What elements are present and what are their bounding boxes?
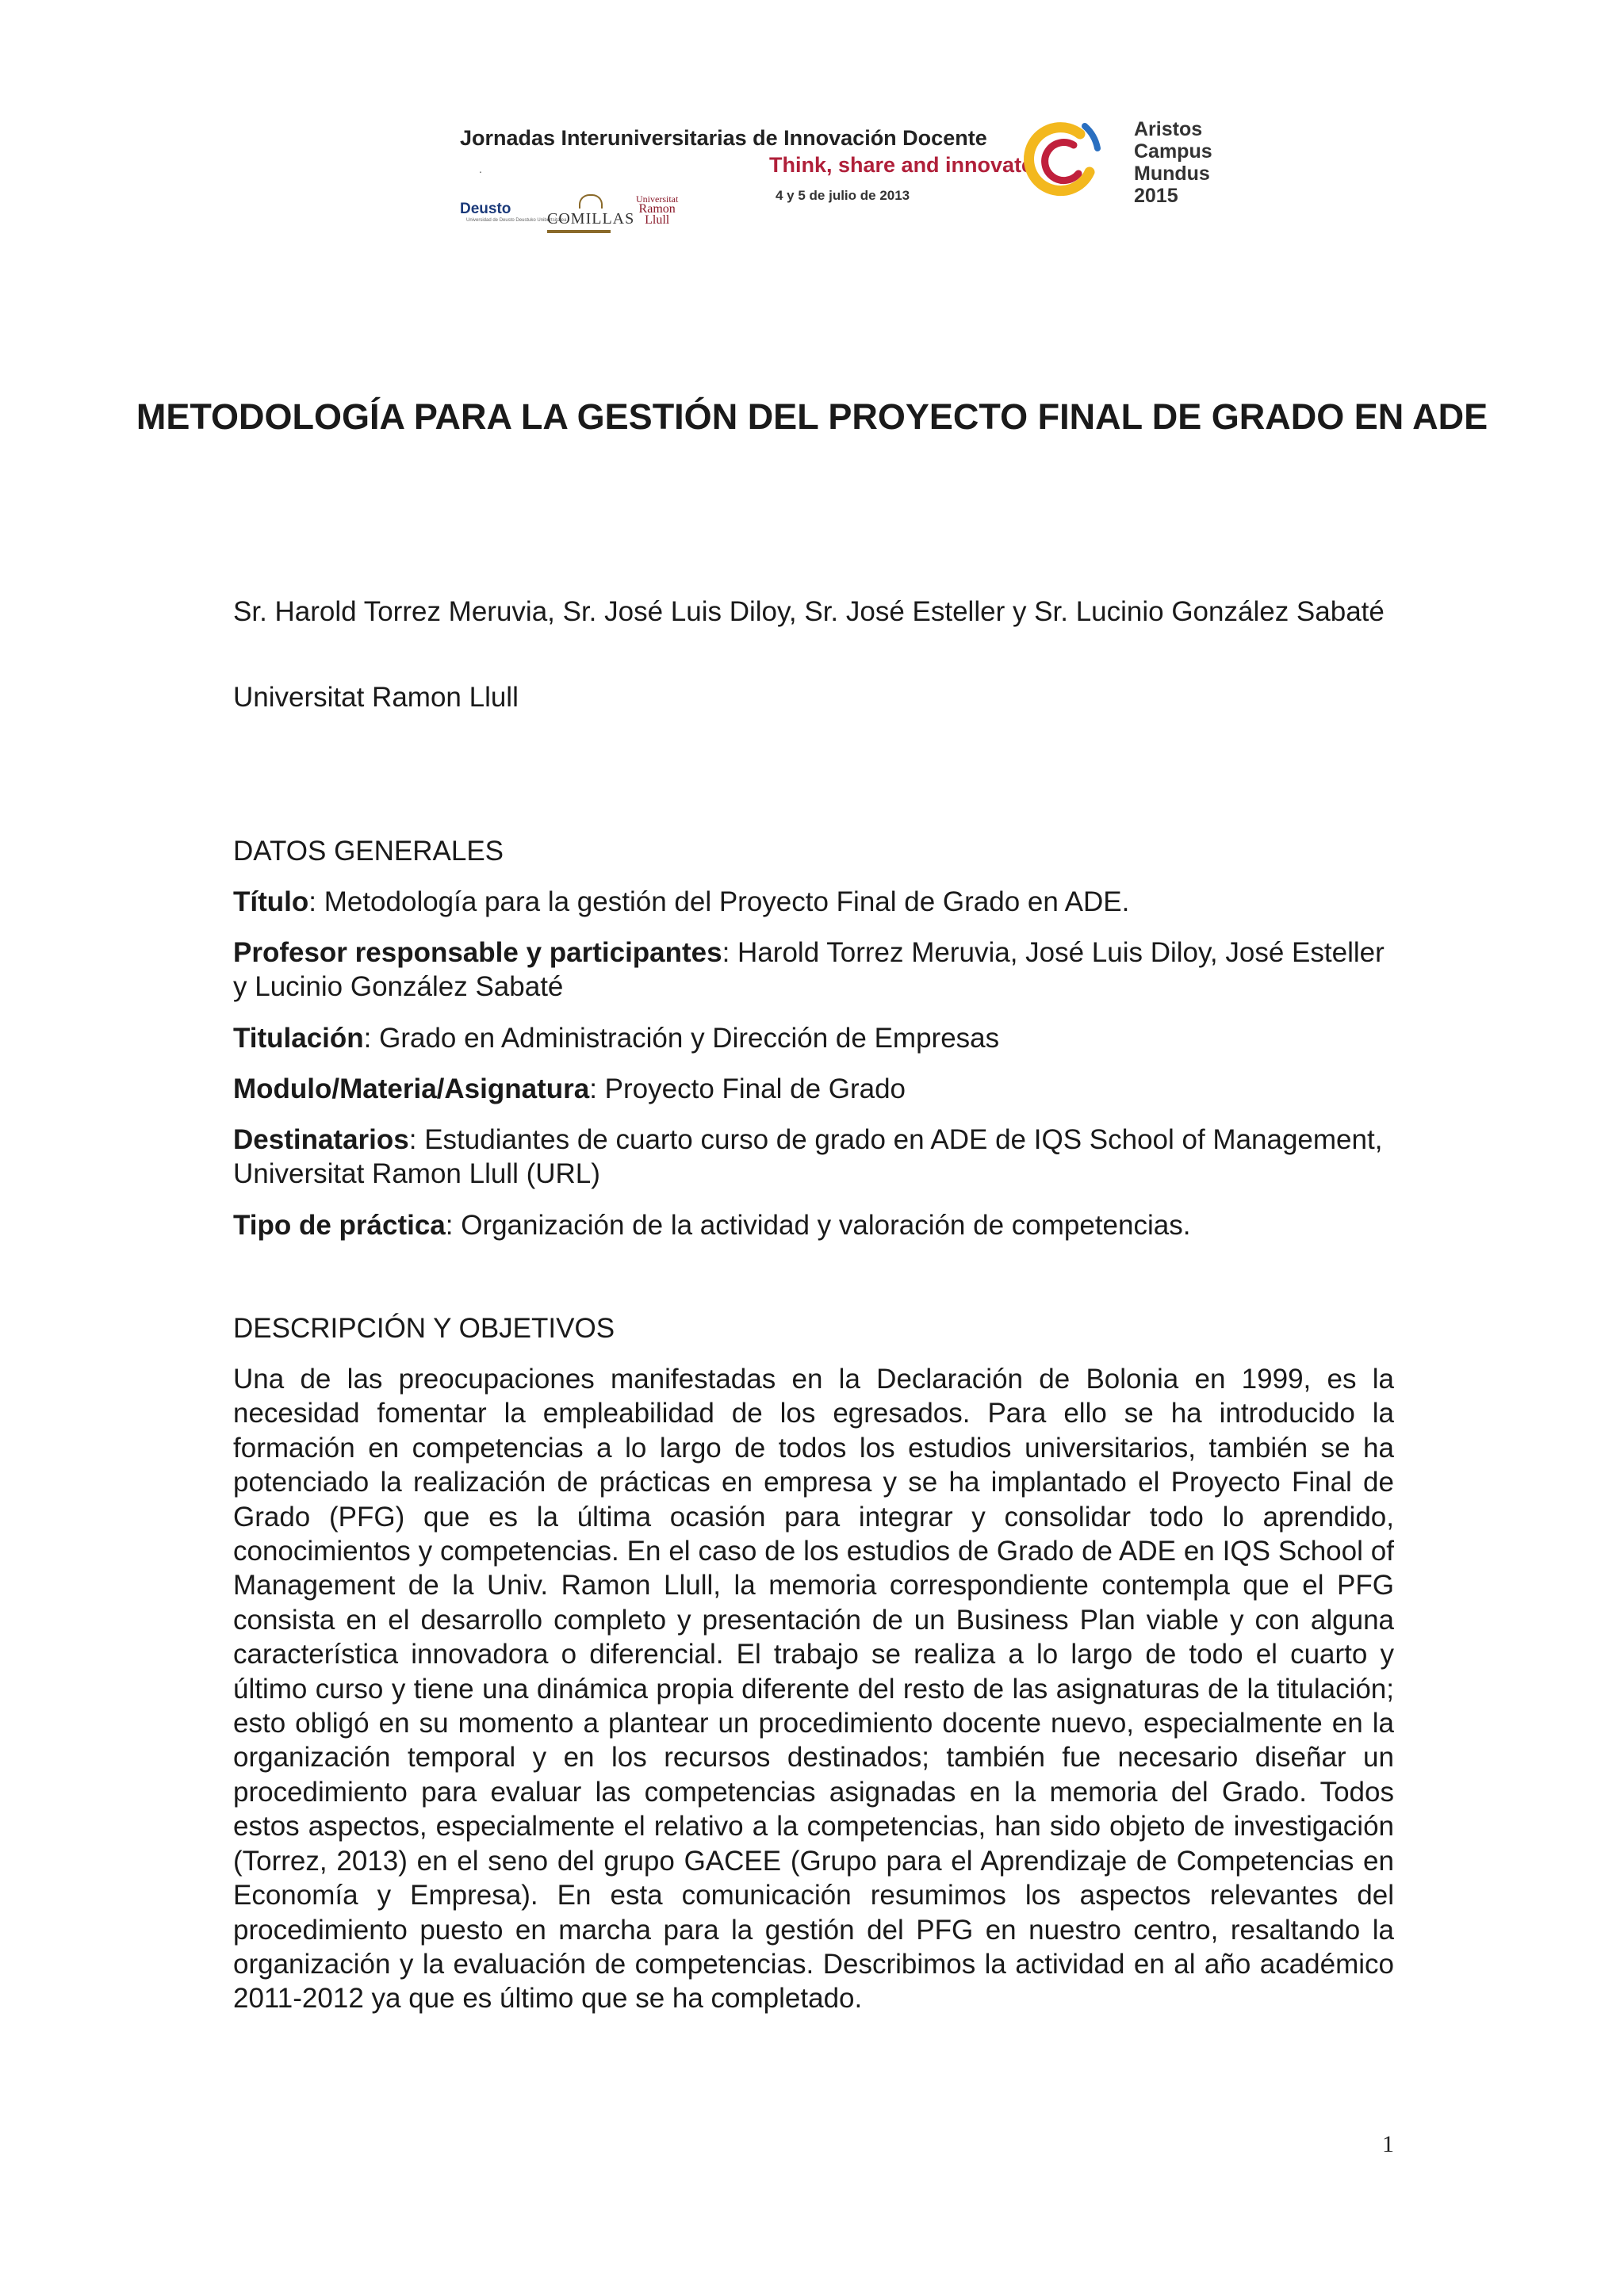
field-destinatarios (233, 1123, 1394, 1191)
field-value: : Organización de la actividad y valoración de competencias. (445, 1210, 1191, 1241)
deusto-sub: Universidad de Deusto Deustuko Unibertsitatea (466, 218, 567, 223)
deusto-name: Deusto (460, 201, 511, 217)
rl-line: Universitat (636, 193, 679, 205)
field-label: Destinatarios (233, 1124, 409, 1155)
aristos-line: 2015 (1134, 185, 1178, 207)
document-title: METODOLOGÍA PARA LA GESTIÓN DEL PROYECTO FINAL DE GRADO EN ADE (136, 396, 1488, 437)
banner-dot: . (479, 163, 482, 175)
aristos-campus-mundus (1134, 118, 1212, 207)
field-titulacion (233, 1021, 1394, 1055)
field-value: : Metodología para la gestión del Proyecto Final de Grado en ADE. (308, 886, 1130, 917)
section-heading-descripcion: DESCRIPCIÓN Y OBJETIVOS (233, 1313, 615, 1344)
event-title: Jornadas Interuniversitarias de Innovación Docente (460, 126, 987, 150)
field-value: : Harold Torrez Meruvia, José Luis Diloy, José Esteller y Lucinio González Sabaté (233, 937, 1385, 1002)
field-label: Modulo/Materia/Asignatura (233, 1073, 590, 1104)
rl-line: Ramon (638, 202, 676, 216)
comillas-crest-icon (579, 194, 603, 209)
aristos-line: Mundus (1134, 163, 1210, 185)
event-dates: 4 y 5 de julio de 2013 (776, 188, 910, 203)
event-slogan: Think, share and innovate (769, 153, 1034, 177)
comillas-bar (547, 230, 611, 233)
field-value: : Grado en Administración y Dirección de Empresas (363, 1023, 1000, 1054)
field-profesor (233, 936, 1394, 1004)
rl-line: Llull (645, 213, 670, 227)
description-paragraph: Una de las preocupaciones manifestadas en la Declaración de Bolonia en 1999, es la necesidad fomentar la empleabilidad de los egresados. Para ello se ha introducido la formación en competencias a lo largo de todos los estudios universitarios, también se ha potenciado la realización de prácticas en empresa y se ha implantado el Proyecto Final de Grado (PFG) que es la última ocasión para integrar y consolidar todo lo aprendido, conocimientos y competencias. En el caso de los estudios de Grado de ADE en IQS School of Management de la Univ. Ramon Llull, la memoria correspondiente contempla que el PFG consista en el desarrollo completo y presentación de un Business Plan viable y con alguna característica innovadora o diferencial. El trabajo se realiza a lo largo de todo el cuarto y último curso y tiene una dinámica propia diferente del resto de las asignaturas de la titulación; esto obligó en su momento a plantear un procedimiento docente nuevo, especialmente en la organización temporal y en los recursos destinados; también fue necesario diseñar un procedimiento para evaluar las competencias asignadas en la memoria del Grado. Todos estos aspectos, especialmente el relativo a la competencias, han sido objeto de investigación (Torrez, 2013) en el seno del grupo GACEE (Grupo para el Aprendizaje de Competencias en Economía y Empresa). En esta comunicación resumimos los aspectos relevantes del procedimiento puesto en marcha para la gestión del PFG en nuestro centro, resaltando la organización y la evaluación de competencias. Describimos la actividad en al año académico 2011-2012 ya que es último que se ha completado. (233, 1364, 1394, 2015)
comillas-logo (547, 194, 634, 233)
affiliation: Universitat Ramon Llull (233, 682, 519, 713)
field-label: Profesor responsable y participantes (233, 937, 722, 968)
field-value: : Estudiantes de cuarto curso de grado en ADE de IQS School of Management, Universitat Ramon Llull (URL) (233, 1124, 1383, 1189)
aristos-line: Aristos (1134, 118, 1203, 140)
conference-banner (452, 115, 1245, 242)
section-heading-datos-generales: DATOS GENERALES (233, 836, 504, 867)
field-value: : Proyecto Final de Grado (589, 1073, 906, 1104)
page-number: 1 (1382, 2131, 1394, 2157)
ramon-llull-logo (636, 194, 678, 226)
field-titulo (233, 885, 1394, 919)
field-label: Título (233, 886, 309, 917)
aristos-line: Campus (1134, 140, 1212, 163)
field-label: Titulación (233, 1023, 364, 1054)
authors: Sr. Harold Torrez Meruvia, Sr. José Luis Diloy, Sr. José Esteller y Sr. Lucinio González Sabaté (233, 596, 1385, 627)
field-tipo-practica (233, 1208, 1394, 1242)
field-modulo (233, 1072, 1394, 1106)
comillas-name: COMILLAS (547, 210, 635, 228)
aristos-ring-icon (1018, 117, 1105, 204)
field-label: Tipo de práctica (233, 1210, 446, 1241)
